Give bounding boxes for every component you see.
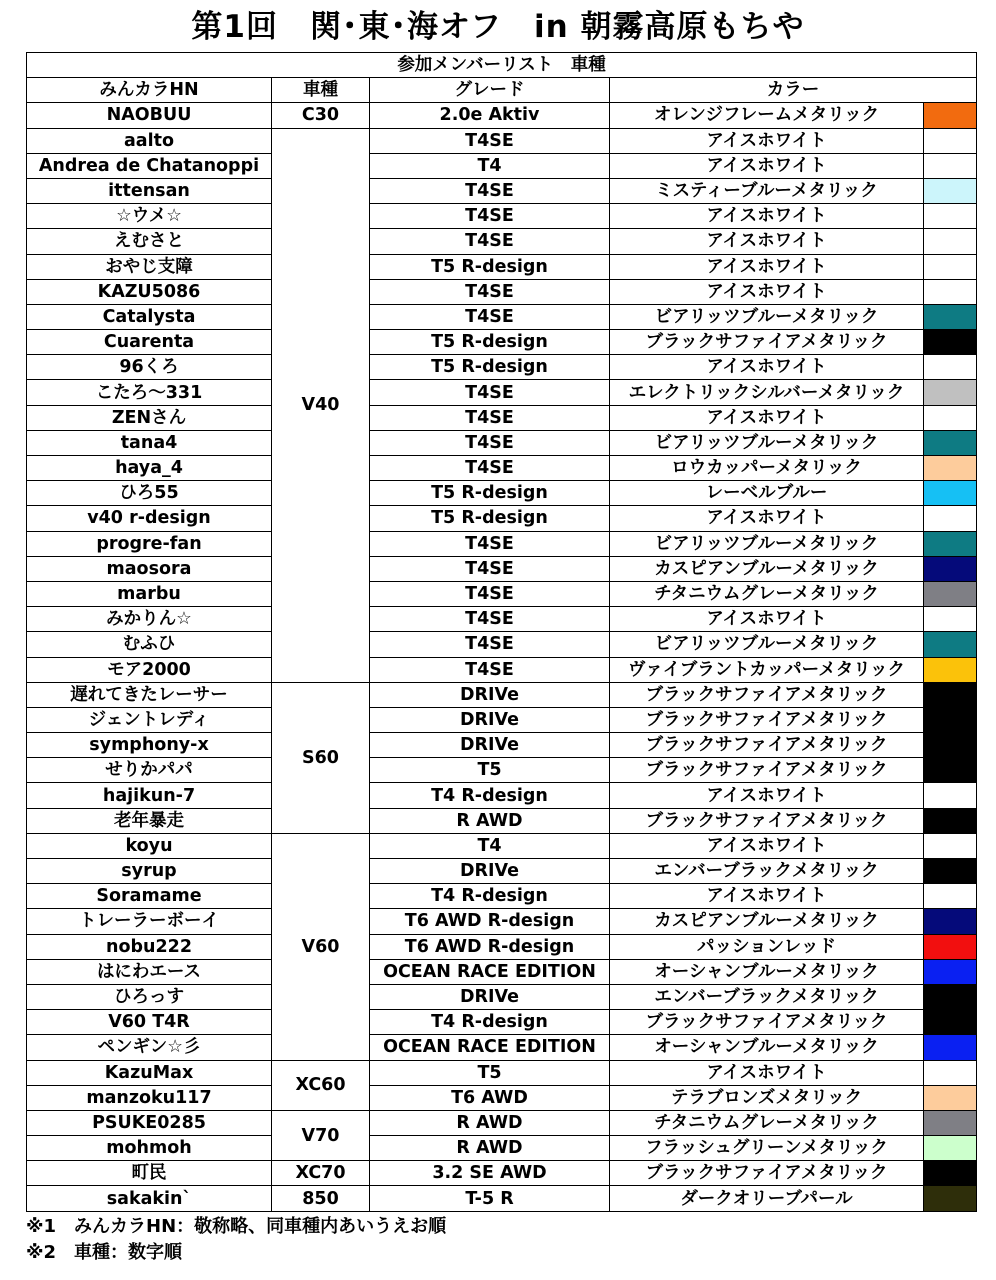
- grade-cell: R AWD: [370, 808, 610, 833]
- color-name-cell: エレクトリックシルバーメタリック: [610, 380, 924, 405]
- grade-cell: T5 R-design: [370, 506, 610, 531]
- color-name-cell: アイスホワイト: [610, 254, 924, 279]
- member-hn-cell: KazuMax: [27, 1060, 272, 1085]
- color-name-cell: ブラックサファイアメタリック: [610, 733, 924, 758]
- member-hn-cell: aalto: [27, 128, 272, 153]
- member-hn-cell: V60 T4R: [27, 1010, 272, 1035]
- color-swatch: [924, 934, 977, 959]
- grade-cell: T4SE: [370, 279, 610, 304]
- member-hn-cell: 遅れてきたレーサー: [27, 682, 272, 707]
- color-swatch: [924, 909, 977, 934]
- table-caption: 参加メンバーリスト 車種: [27, 53, 977, 78]
- table-row: [27, 1060, 977, 1085]
- color-name-cell: ミスティーブルーメタリック: [610, 178, 924, 203]
- member-hn-cell: モア2000: [27, 657, 272, 682]
- color-swatch: [924, 959, 977, 984]
- color-name-cell: ダークオリーブパール: [610, 1186, 924, 1211]
- color-swatch: [924, 531, 977, 556]
- model-cell: S60: [272, 682, 370, 833]
- grade-cell: DRIVe: [370, 733, 610, 758]
- color-swatch: [924, 254, 977, 279]
- color-name-cell: ブラックサファイアメタリック: [610, 707, 924, 732]
- grade-cell: T4SE: [370, 380, 610, 405]
- footnotes: [26, 1214, 446, 1266]
- grade-cell: 2.0e Aktiv: [370, 103, 610, 128]
- grade-cell: T4: [370, 153, 610, 178]
- table-row: [27, 984, 977, 1009]
- color-swatch: [924, 1085, 977, 1110]
- grade-cell: T4SE: [370, 632, 610, 657]
- grade-cell: R AWD: [370, 1110, 610, 1135]
- column-header-grade: グレード: [370, 78, 610, 103]
- color-name-cell: ブラックサファイアメタリック: [610, 758, 924, 783]
- color-swatch: [924, 783, 977, 808]
- color-swatch: [924, 581, 977, 606]
- table-row: [27, 506, 977, 531]
- grade-cell: 3.2 SE AWD: [370, 1161, 610, 1186]
- color-swatch: [924, 758, 977, 783]
- color-name-cell: オーシャンブルーメタリック: [610, 1035, 924, 1060]
- table-row: [27, 707, 977, 732]
- table-row: [27, 1161, 977, 1186]
- color-name-cell: チタニウムグレーメタリック: [610, 581, 924, 606]
- color-name-cell: アイスホワイト: [610, 229, 924, 254]
- color-swatch: [924, 607, 977, 632]
- grade-cell: T4SE: [370, 430, 610, 455]
- table-row: [27, 481, 977, 506]
- member-hn-cell: Catalysta: [27, 304, 272, 329]
- color-swatch: [924, 128, 977, 153]
- color-swatch: [924, 1186, 977, 1211]
- color-name-cell: アイスホワイト: [610, 204, 924, 229]
- color-name-cell: ブラックサファイアメタリック: [610, 330, 924, 355]
- color-name-cell: ブラックサファイアメタリック: [610, 682, 924, 707]
- color-swatch: [924, 153, 977, 178]
- grade-cell: T4SE: [370, 581, 610, 606]
- member-hn-cell: ひろっす: [27, 984, 272, 1009]
- color-name-cell: オレンジフレームメタリック: [610, 103, 924, 128]
- grade-cell: T4SE: [370, 229, 610, 254]
- color-swatch: [924, 884, 977, 909]
- color-name-cell: アイスホワイト: [610, 884, 924, 909]
- color-name-cell: アイスホワイト: [610, 279, 924, 304]
- member-hn-cell: ittensan: [27, 178, 272, 203]
- color-swatch: [924, 506, 977, 531]
- color-name-cell: ヴァイブラントカッパーメタリック: [610, 657, 924, 682]
- model-cell: V40: [272, 128, 370, 682]
- table-row: [27, 430, 977, 455]
- color-swatch: [924, 405, 977, 430]
- table-row: [27, 859, 977, 884]
- model-cell: V70: [272, 1110, 370, 1160]
- color-swatch: [924, 733, 977, 758]
- grade-cell: DRIVe: [370, 859, 610, 884]
- table-row: [27, 1085, 977, 1110]
- grade-cell: DRIVe: [370, 707, 610, 732]
- table-row: [27, 808, 977, 833]
- model-cell: 850: [272, 1186, 370, 1211]
- column-header-model: 車種: [272, 78, 370, 103]
- color-swatch: [924, 859, 977, 884]
- member-hn-cell: せりかパパ: [27, 758, 272, 783]
- grade-cell: R AWD: [370, 1136, 610, 1161]
- grade-cell: T4SE: [370, 128, 610, 153]
- page-title: 第1回 関･東･海オフ in 朝霧高原もちや: [191, 9, 805, 45]
- table-row: [27, 833, 977, 858]
- column-header-hn: みんカラHN: [27, 78, 272, 103]
- member-hn-cell: Andrea de Chatanoppi: [27, 153, 272, 178]
- grade-cell: T4SE: [370, 405, 610, 430]
- member-hn-cell: hajikun-7: [27, 783, 272, 808]
- grade-cell: T6 AWD: [370, 1085, 610, 1110]
- grade-cell: T-5 R: [370, 1186, 610, 1211]
- grade-cell: T4 R-design: [370, 1010, 610, 1035]
- table-row: [27, 657, 977, 682]
- color-swatch: [924, 481, 977, 506]
- color-swatch: [924, 1060, 977, 1085]
- member-hn-cell: おやじ支障: [27, 254, 272, 279]
- model-cell: XC60: [272, 1060, 370, 1110]
- table-row: [27, 607, 977, 632]
- color-name-cell: アイスホワイト: [610, 1060, 924, 1085]
- table-row: [27, 178, 977, 203]
- color-name-cell: エンバーブラックメタリック: [610, 859, 924, 884]
- table-row: [27, 204, 977, 229]
- color-name-cell: アイスホワイト: [610, 833, 924, 858]
- color-swatch: [924, 1110, 977, 1135]
- table-row: [27, 733, 977, 758]
- color-swatch: [924, 103, 977, 128]
- table-row: [27, 229, 977, 254]
- footnote: ※2 車種：数字順: [26, 1242, 183, 1263]
- member-hn-cell: tana4: [27, 430, 272, 455]
- table-header-row: [27, 78, 977, 103]
- table-row: [27, 1035, 977, 1060]
- table-row: [27, 103, 977, 128]
- color-name-cell: アイスホワイト: [610, 128, 924, 153]
- member-hn-cell: みかりん☆: [27, 607, 272, 632]
- table-row: [27, 355, 977, 380]
- member-hn-cell: Soramame: [27, 884, 272, 909]
- member-hn-cell: トレーラーボーイ: [27, 909, 272, 934]
- color-name-cell: カスピアンブルーメタリック: [610, 909, 924, 934]
- table-row: [27, 783, 977, 808]
- member-hn-cell: v40 r-design: [27, 506, 272, 531]
- member-hn-cell: nobu222: [27, 934, 272, 959]
- member-hn-cell: ジェントレディ: [27, 707, 272, 732]
- grade-cell: T6 AWD R-design: [370, 934, 610, 959]
- member-hn-cell: 96くろ: [27, 355, 272, 380]
- grade-cell: T4SE: [370, 531, 610, 556]
- color-name-cell: ブラックサファイアメタリック: [610, 1010, 924, 1035]
- color-swatch: [924, 1010, 977, 1035]
- member-hn-cell: NAOBUU: [27, 103, 272, 128]
- grade-cell: T4: [370, 833, 610, 858]
- color-swatch: [924, 833, 977, 858]
- grade-cell: T5: [370, 758, 610, 783]
- table-row: [27, 909, 977, 934]
- color-swatch: [924, 1136, 977, 1161]
- color-swatch: [924, 682, 977, 707]
- color-swatch: [924, 279, 977, 304]
- color-name-cell: フラッシュグリーンメタリック: [610, 1136, 924, 1161]
- footnote: ※1 みんカラHN：敬称略、同車種内あいうえお順: [26, 1216, 447, 1237]
- color-name-cell: エンバーブラックメタリック: [610, 984, 924, 1009]
- member-table: [26, 52, 977, 1212]
- table-row: [27, 128, 977, 153]
- grade-cell: T4 R-design: [370, 783, 610, 808]
- table-row: [27, 632, 977, 657]
- grade-cell: T4SE: [370, 456, 610, 481]
- color-name-cell: ビアリッツブルーメタリック: [610, 304, 924, 329]
- color-swatch: [924, 657, 977, 682]
- table-row: [27, 581, 977, 606]
- member-hn-cell: 老年暴走: [27, 808, 272, 833]
- table-row: [27, 1186, 977, 1211]
- member-hn-cell: maosora: [27, 556, 272, 581]
- color-swatch: [924, 380, 977, 405]
- table-row: [27, 1010, 977, 1035]
- table-row: [27, 1110, 977, 1135]
- color-name-cell: アイスホワイト: [610, 783, 924, 808]
- member-hn-cell: Cuarenta: [27, 330, 272, 355]
- member-hn-cell: sakakin`: [27, 1186, 272, 1211]
- color-swatch: [924, 456, 977, 481]
- color-name-cell: アイスホワイト: [610, 355, 924, 380]
- color-name-cell: オーシャンブルーメタリック: [610, 959, 924, 984]
- table-row: [27, 279, 977, 304]
- color-swatch: [924, 430, 977, 455]
- table-row: [27, 884, 977, 909]
- member-hn-cell: 町民: [27, 1161, 272, 1186]
- table-row: [27, 153, 977, 178]
- color-name-cell: ロウカッパーメタリック: [610, 456, 924, 481]
- grade-cell: T4SE: [370, 204, 610, 229]
- color-swatch: [924, 556, 977, 581]
- table-row: [27, 934, 977, 959]
- color-swatch: [924, 229, 977, 254]
- member-hn-cell: syrup: [27, 859, 272, 884]
- table-row: [27, 456, 977, 481]
- table-row: [27, 758, 977, 783]
- color-swatch: [924, 632, 977, 657]
- model-cell: C30: [272, 103, 370, 128]
- color-name-cell: ブラックサファイアメタリック: [610, 1161, 924, 1186]
- member-hn-cell: marbu: [27, 581, 272, 606]
- grade-cell: OCEAN RACE EDITION: [370, 1035, 610, 1060]
- color-name-cell: レーベルブルー: [610, 481, 924, 506]
- grade-cell: OCEAN RACE EDITION: [370, 959, 610, 984]
- member-hn-cell: ☆ウメ☆: [27, 204, 272, 229]
- member-hn-cell: haya_4: [27, 456, 272, 481]
- grade-cell: T4SE: [370, 178, 610, 203]
- color-swatch: [924, 355, 977, 380]
- color-swatch: [924, 330, 977, 355]
- member-hn-cell: えむさと: [27, 229, 272, 254]
- color-swatch: [924, 178, 977, 203]
- grade-cell: T5 R-design: [370, 355, 610, 380]
- member-hn-cell: symphony-x: [27, 733, 272, 758]
- member-hn-cell: mohmoh: [27, 1136, 272, 1161]
- table-row: [27, 254, 977, 279]
- model-cell: XC70: [272, 1161, 370, 1186]
- model-cell: V60: [272, 833, 370, 1060]
- color-name-cell: ビアリッツブルーメタリック: [610, 632, 924, 657]
- grade-cell: T5 R-design: [370, 330, 610, 355]
- color-name-cell: ビアリッツブルーメタリック: [610, 430, 924, 455]
- grade-cell: DRIVe: [370, 984, 610, 1009]
- color-name-cell: アイスホワイト: [610, 607, 924, 632]
- color-swatch: [924, 304, 977, 329]
- table-row: [27, 531, 977, 556]
- color-swatch: [924, 984, 977, 1009]
- member-hn-cell: KAZU5086: [27, 279, 272, 304]
- grade-cell: T5 R-design: [370, 254, 610, 279]
- color-swatch: [924, 1035, 977, 1060]
- table-row: [27, 959, 977, 984]
- color-swatch: [924, 1161, 977, 1186]
- column-header-color: カラー: [610, 78, 977, 103]
- grade-cell: T4SE: [370, 607, 610, 632]
- color-swatch: [924, 204, 977, 229]
- grade-cell: T5: [370, 1060, 610, 1085]
- member-hn-cell: progre-fan: [27, 531, 272, 556]
- color-name-cell: チタニウムグレーメタリック: [610, 1110, 924, 1135]
- color-name-cell: アイスホワイト: [610, 506, 924, 531]
- grade-cell: T4SE: [370, 304, 610, 329]
- grade-cell: DRIVe: [370, 682, 610, 707]
- member-hn-cell: manzoku117: [27, 1085, 272, 1110]
- grade-cell: T6 AWD R-design: [370, 909, 610, 934]
- grade-cell: T5 R-design: [370, 481, 610, 506]
- member-hn-cell: ペンギン☆彡: [27, 1035, 272, 1060]
- color-name-cell: アイスホワイト: [610, 153, 924, 178]
- member-hn-cell: ZENさん: [27, 405, 272, 430]
- grade-cell: T4SE: [370, 556, 610, 581]
- color-name-cell: カスピアンブルーメタリック: [610, 556, 924, 581]
- color-name-cell: ビアリッツブルーメタリック: [610, 531, 924, 556]
- member-hn-cell: PSUKE0285: [27, 1110, 272, 1135]
- member-hn-cell: ひろ55: [27, 481, 272, 506]
- member-hn-cell: むふひ: [27, 632, 272, 657]
- table-row: [27, 380, 977, 405]
- table-row: [27, 556, 977, 581]
- table-row: [27, 304, 977, 329]
- table-row: [27, 330, 977, 355]
- color-name-cell: テラブロンズメタリック: [610, 1085, 924, 1110]
- color-swatch: [924, 707, 977, 732]
- table-caption-row: [27, 53, 977, 78]
- grade-cell: T4SE: [370, 657, 610, 682]
- member-hn-cell: koyu: [27, 833, 272, 858]
- member-hn-cell: こたろ～331: [27, 380, 272, 405]
- color-name-cell: アイスホワイト: [610, 405, 924, 430]
- grade-cell: T4 R-design: [370, 884, 610, 909]
- table-row: [27, 1136, 977, 1161]
- table-row: [27, 405, 977, 430]
- color-name-cell: ブラックサファイアメタリック: [610, 808, 924, 833]
- table-row: [27, 682, 977, 707]
- member-hn-cell: はにわエース: [27, 959, 272, 984]
- color-swatch: [924, 808, 977, 833]
- color-name-cell: パッションレッド: [610, 934, 924, 959]
